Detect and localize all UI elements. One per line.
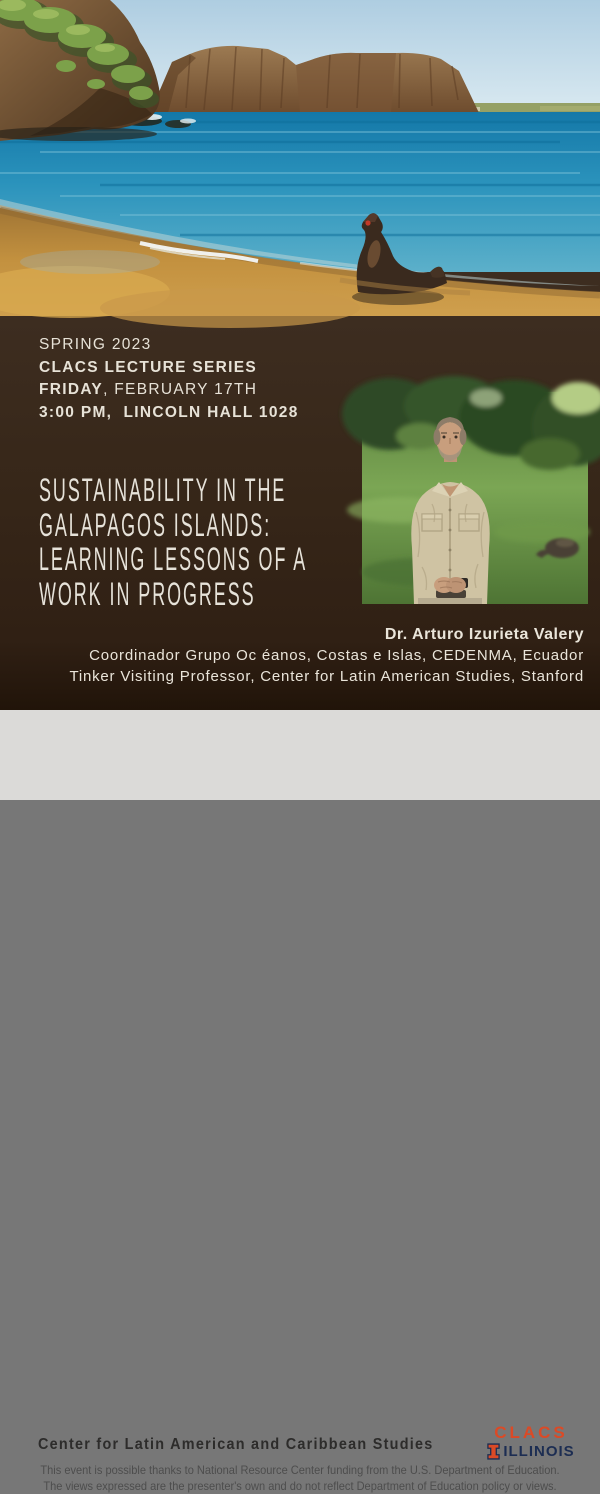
speaker-role-1: Coordinador Grupo Oc éanos, Costas e Islas, CEDENMA, Ecuador: [69, 645, 584, 666]
organization-name: Center for Latin American and Caribbean Studies: [38, 1436, 434, 1454]
disclaimer-line-1: This event is possible thanks to National Resource Center funding from the U.S. Department of Education.: [24, 1463, 576, 1479]
series-line: CLACS LECTURE SERIES: [39, 357, 299, 380]
date-rest: , FEBRUARY 17TH: [103, 381, 257, 398]
speaker-role-2: Tinker Visiting Professor, Center for Latin American Studies, Stanford: [69, 666, 584, 687]
title-line-1: SUSTAINABILITY IN THE: [39, 473, 307, 508]
speaker-info: [69, 624, 584, 687]
disclaimer: [0, 1463, 600, 1494]
date-day: FRIDAY: [39, 381, 103, 398]
time-location-line: 3:00 PM, LINCOLN HALL 1028: [39, 402, 299, 425]
clacs-illinois-logo: [475, 1424, 587, 1460]
lecture-title: [39, 473, 518, 611]
title-line-4: WORK IN PROGRESS: [39, 577, 307, 612]
illinois-logo-text: ILLINOIS: [503, 1444, 574, 1459]
block-i-icon: [487, 1443, 500, 1460]
galapagos-beach-photo: [0, 0, 600, 316]
event-info: [39, 334, 299, 424]
title-line-3: LEARNING LESSONS OF A: [39, 542, 307, 577]
disclaimer-line-2: The views expressed are the presenter's own and do not reflect Department of Education policy or views.: [24, 1479, 576, 1494]
clacs-logo-text: CLACS: [475, 1424, 587, 1441]
date-line: [39, 379, 299, 402]
speaker-name: Dr. Arturo Izurieta Valery: [69, 624, 584, 645]
season-line: SPRING 2023: [39, 334, 299, 357]
footer-bar: [0, 710, 600, 800]
title-line-2: GALAPAGOS ISLANDS:: [39, 508, 307, 543]
